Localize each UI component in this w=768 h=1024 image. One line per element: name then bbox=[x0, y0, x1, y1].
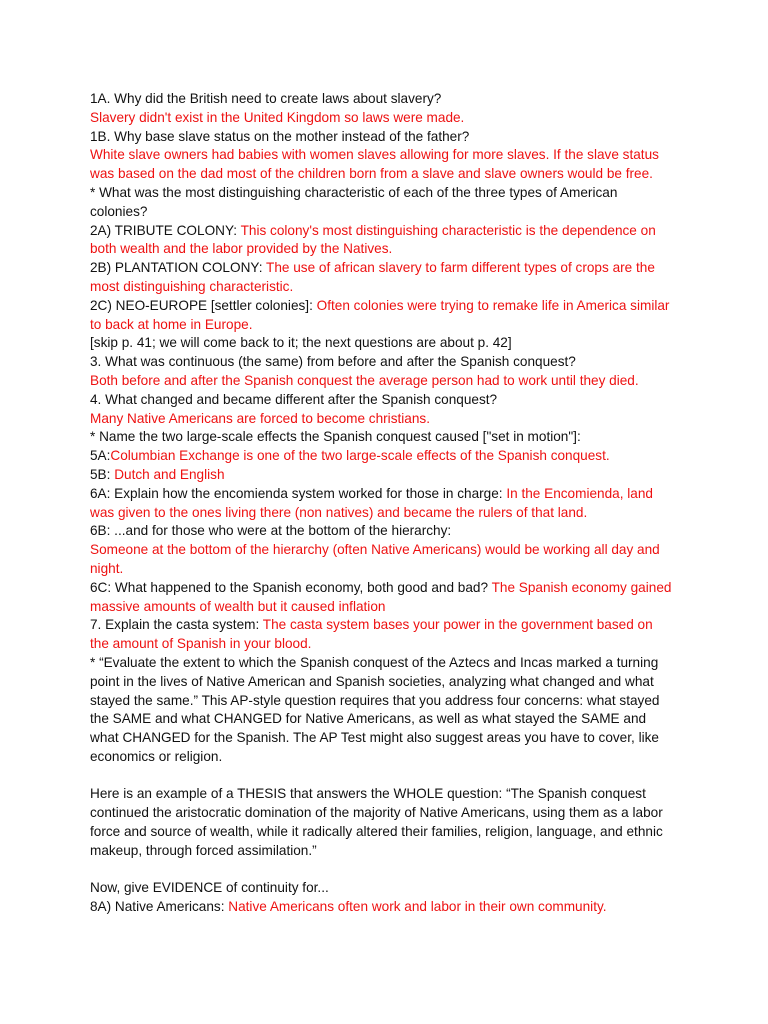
skip-note: [skip p. 41; we will come back to it; the next questions are about p. 42] bbox=[90, 335, 512, 351]
answer-1b: White slave owners had babies with women slaves allowing for more slaves. If the slave status was based on the dad most of the children born from a slave and slave owners would be free. bbox=[90, 147, 659, 182]
item-8a bbox=[90, 898, 675, 917]
question-3: 3. What was continuous (the same) from before and after the Spanish conquest? bbox=[90, 354, 576, 370]
item-2a bbox=[90, 222, 675, 260]
item-2b bbox=[90, 259, 675, 297]
evidence-intro: Now, give EVIDENCE of continuity for... bbox=[90, 880, 329, 896]
answer-7: The casta system bases your power in the government based on the amount of Spanish in your blood. bbox=[90, 617, 653, 652]
worksheet-document bbox=[90, 90, 675, 917]
answer-2a: This colony's most distinguishing characteristic is the dependence on both wealth and the labor provided by the Natives. bbox=[90, 222, 656, 257]
question-2b: 2B) PLANTATION COLONY: bbox=[90, 260, 267, 276]
item-5b bbox=[90, 466, 675, 485]
question-5a: 5A: bbox=[90, 448, 111, 464]
question-2c: 2C) NEO-EUROPE [settler colonies]: bbox=[90, 297, 317, 313]
question-5-intro: * Name the two large-scale effects the Spanish conquest caused ["set in motion"]: bbox=[90, 429, 581, 445]
answer-6c: The Spanish economy gained massive amounts of wealth but it caused inflation bbox=[90, 579, 672, 614]
question-1b: 1B. Why base slave status on the mother instead of the father? bbox=[90, 128, 470, 144]
answer-3: Both before and after the Spanish conquest the average person had to work until they died. bbox=[90, 372, 639, 388]
thesis-example: Here is an example of a THESIS that answers the WHOLE question: “The Spanish conquest continued the aristocratic domination of the majority of Native Americans, using them as a labor force and source of wealth, while it radically altered their families, religion, language, and ethnic makeup, through forced assimilation.” bbox=[90, 786, 663, 858]
question-2-intro: * What was the most distinguishing characteristic of each of the three types of American colonies? bbox=[90, 184, 618, 219]
blank-line bbox=[90, 767, 675, 786]
question-6a: 6A: Explain how the encomienda system worked for those in charge: bbox=[90, 485, 507, 501]
item-5a bbox=[90, 447, 675, 466]
answer-8a: Native Americans often work and labor in their own community. bbox=[228, 899, 607, 915]
answer-5a: Columbian Exchange is one of the two large-scale effects of the Spanish conquest. bbox=[110, 448, 610, 464]
question-2a: 2A) TRIBUTE COLONY: bbox=[90, 222, 241, 238]
item-6a bbox=[90, 485, 675, 523]
question-1a: 1A. Why did the British need to create laws about slavery? bbox=[90, 91, 442, 106]
answer-5b: Dutch and English bbox=[114, 466, 225, 482]
answer-1a: Slavery didn't exist in the United Kingdom so laws were made. bbox=[90, 109, 465, 125]
answer-2b: The use of african slavery to farm different types of crops are the most distinguishing characteristic. bbox=[90, 260, 655, 294]
question-7: 7. Explain the casta system: bbox=[90, 617, 263, 633]
answer-6b: Someone at the bottom of the hierarchy (often Native Americans) would be working all day and night. bbox=[90, 542, 660, 576]
item-6c bbox=[90, 579, 675, 617]
question-6c: 6C: What happened to the Spanish economy, both good and bad? bbox=[90, 579, 492, 595]
answer-2c: Often colonies were trying to remake life in America similar to back at home in Europe. bbox=[90, 297, 670, 332]
answer-4: Many Native Americans are forced to become christians. bbox=[90, 410, 430, 426]
item-7 bbox=[90, 616, 675, 654]
question-6b: 6B: ...and for those who were at the bottom of the hierarchy: bbox=[90, 523, 452, 539]
question-8a: 8A) Native Americans: bbox=[90, 899, 229, 915]
blank-line bbox=[90, 861, 675, 880]
question-4: 4. What changed and became different after the Spanish conquest? bbox=[90, 391, 498, 407]
ap-prompt: * “Evaluate the extent to which the Spanish conquest of the Aztecs and Incas marked a turning point in the lives of Native American and Spanish societies, analyzing what changed and what stayed the same.” This AP-style question requires that you address four concerns: what stayed the SAME and what CHANGED for Native Americans, as well as what stayed the SAME and what CHANGED for the Spanish. The AP Test might also suggest areas you have to cover, like economics or religion. bbox=[90, 654, 660, 764]
answer-6a: In the Encomienda, land was given to the ones living there (non natives) and became the rulers of that land. bbox=[90, 485, 653, 520]
item-2c bbox=[90, 297, 675, 335]
question-5b: 5B: bbox=[90, 466, 115, 482]
